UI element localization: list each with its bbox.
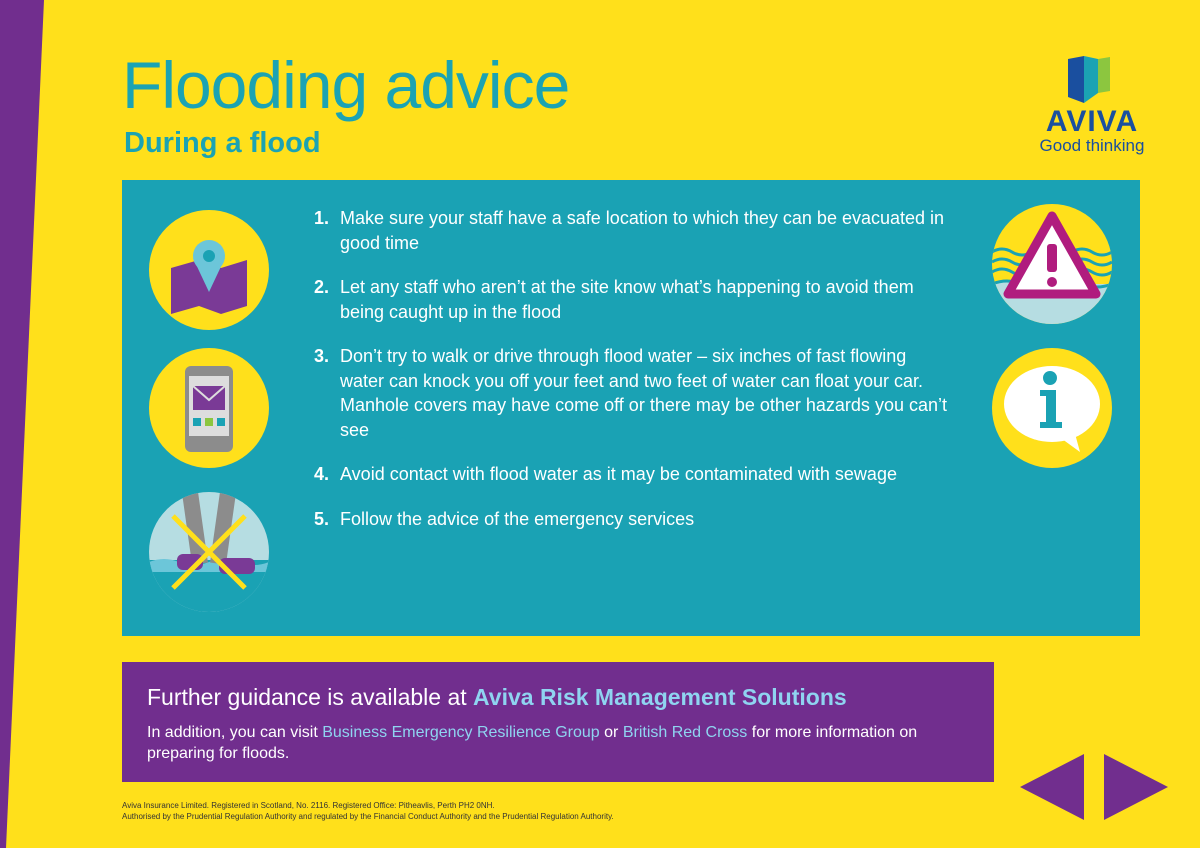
guidance-panel: [122, 662, 994, 782]
aviva-tagline: Good thinking: [1039, 136, 1145, 155]
step-number: 2.: [314, 277, 330, 297]
step-number: 4.: [314, 464, 330, 484]
flood-warning-icon: [992, 204, 1112, 324]
phone-message-icon: [149, 348, 269, 468]
step-text: Follow the advice of the emergency services: [340, 508, 695, 529]
advice-panel: [122, 180, 1140, 636]
step-text: Let any staff who aren’t at the site know what’s happening to avoid them being caught up in the flood: [340, 277, 914, 322]
step-text: Don’t try to walk or drive through flood water – six inches of fast flowing water can knock you off your feet and two feet of water can float your car. Manhole covers may have come off or there may be other hazards you can’t see: [340, 346, 947, 440]
guidance-headline-text: Further guidance is available at: [147, 684, 467, 710]
guidance-body-or: or: [604, 724, 619, 741]
legal-line-1: Aviva Insurance Limited. Registered in Scotland, No. 2116. Registered Office: Pitheavlis, Perth PH2 0NH.: [122, 801, 495, 810]
purple-side-strip: [0, 0, 44, 848]
no-walking-icon: [149, 492, 269, 612]
map-pin-icon: [149, 210, 269, 330]
step-number: 1.: [314, 208, 330, 228]
previous-page-button[interactable]: [1018, 752, 1086, 822]
aviva-logo: [1022, 55, 1162, 165]
page-title: Flooding advice: [122, 48, 570, 122]
list-item: [312, 344, 952, 442]
list-item: [312, 462, 952, 487]
list-item: [312, 507, 952, 532]
aviva-logo-mark-icon: [1066, 55, 1120, 105]
next-page-button[interactable]: [1102, 752, 1170, 822]
legal-line-2: Authorised by the Prudential Regulation Authority and regulated by the Financial Conduct Authority and the Prudential Regulation Authority.: [122, 812, 614, 821]
page-subtitle: During a flood: [124, 127, 321, 159]
next-arrow-icon: [1102, 752, 1170, 822]
step-text: Make sure your staff have a safe location to which they can be evacuated in good time: [340, 208, 945, 253]
guidance-body-prefix: In addition, you can visit: [147, 724, 318, 741]
aviva-wordmark: AVIVA: [1045, 105, 1139, 138]
list-item: [312, 275, 952, 324]
british-red-cross-link[interactable]: British Red Cross: [622, 724, 748, 741]
guidance-headline: [147, 684, 847, 712]
step-number: 3.: [314, 346, 330, 366]
guidance-body-suffix: for more information on preparing for floods.: [147, 724, 918, 762]
list-item: [312, 206, 952, 255]
previous-arrow-icon: [1018, 752, 1086, 822]
advice-steps-list: [312, 206, 952, 531]
step-text: Avoid contact with flood water as it may be contaminated with sewage: [340, 464, 897, 484]
business-emergency-resilience-group-link[interactable]: Business Emergency Resilience Group: [322, 724, 600, 741]
info-icon: [992, 348, 1112, 468]
legal-footer: [122, 800, 614, 822]
aviva-risk-management-link[interactable]: Aviva Risk Management Solutions: [473, 684, 847, 710]
step-number: 5.: [314, 508, 330, 529]
guidance-body: [147, 722, 927, 764]
